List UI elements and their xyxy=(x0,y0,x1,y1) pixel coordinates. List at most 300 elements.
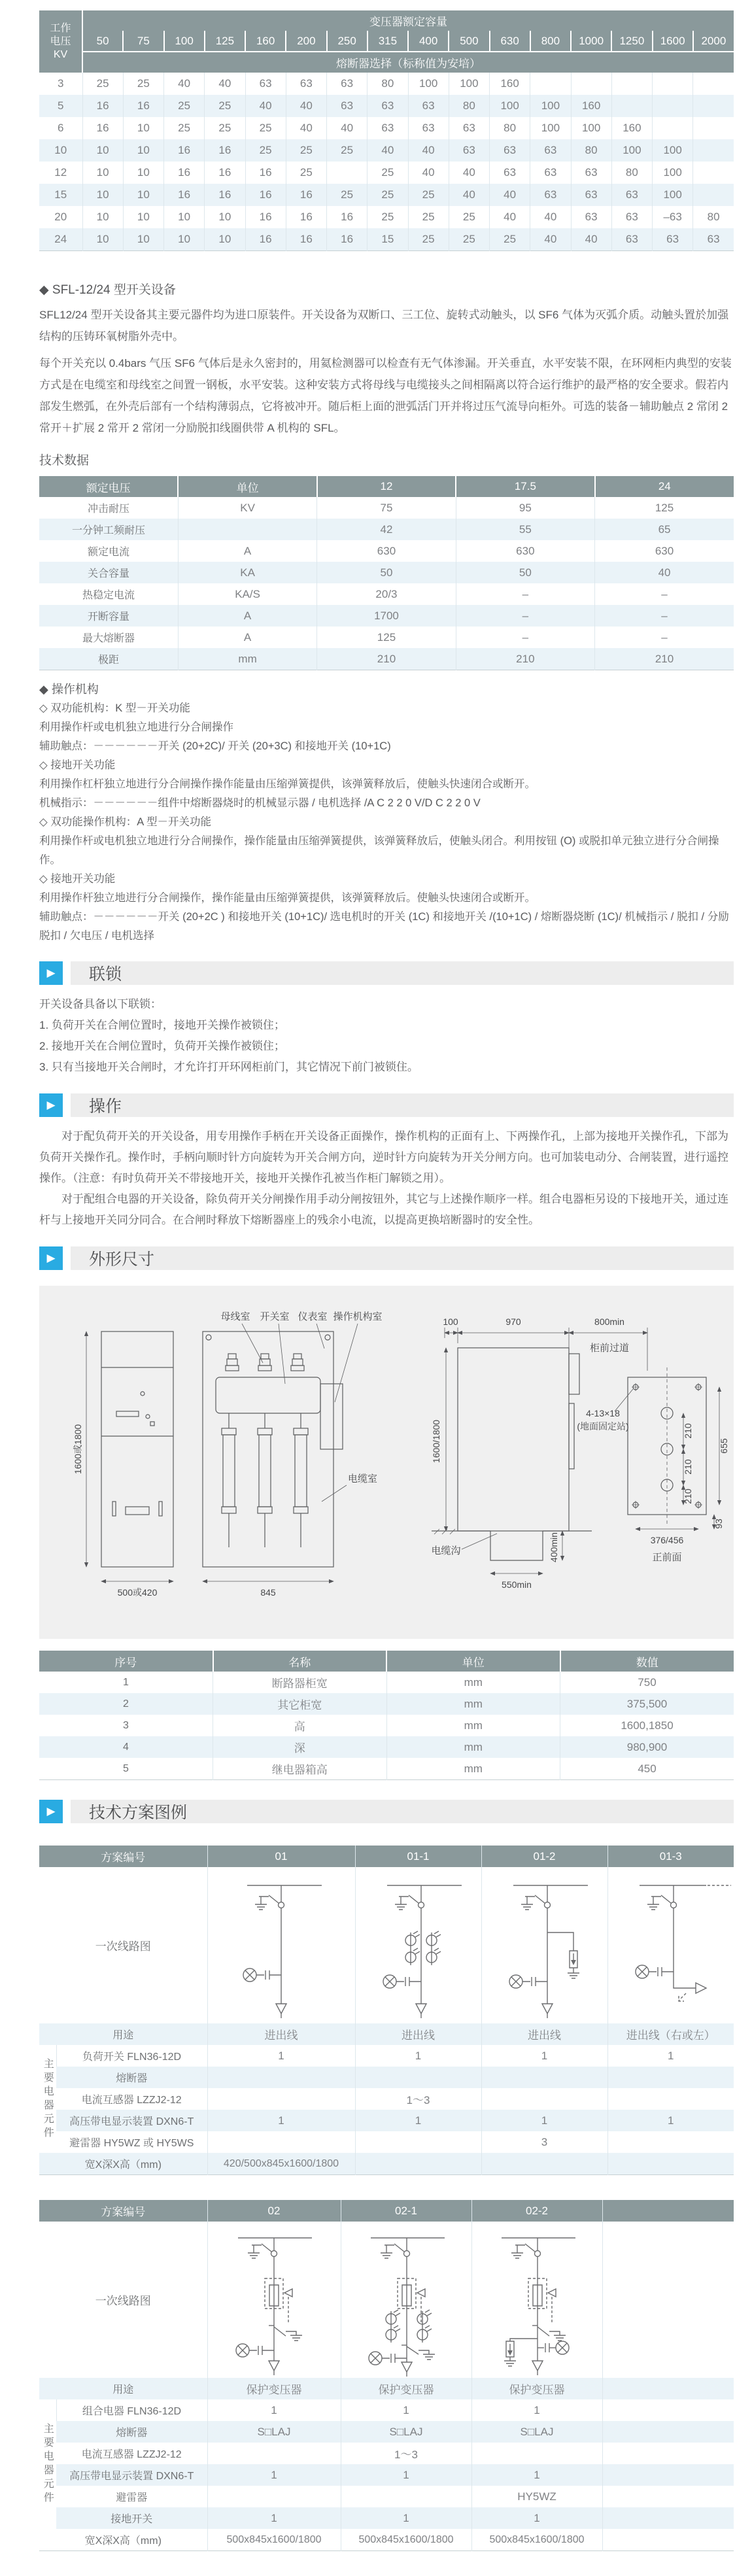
capacity-header: 75 xyxy=(123,31,163,52)
fuse-value-cell: 80 xyxy=(571,139,611,162)
fuse-table-body xyxy=(39,73,734,251)
dimension-drawing xyxy=(39,1286,734,1639)
voltage-cell: 15 xyxy=(54,188,67,201)
dimension-row-label: 4 xyxy=(123,1741,129,1753)
scheme-table-02 xyxy=(39,2200,734,2551)
size-value xyxy=(602,2529,734,2551)
fuse-value-cell: 25 xyxy=(286,162,326,184)
usage-value: 进出线 xyxy=(481,2023,607,2045)
component-group-label: 主要电器元件 xyxy=(42,2057,54,2140)
fuse-value-cell: 100 xyxy=(490,95,530,117)
fuse-value-cell: 80 xyxy=(367,73,408,95)
tech-row-label: 一分钟工频耐压 xyxy=(71,525,145,536)
fuse-value-cell: 63 xyxy=(611,184,652,206)
fuse-row xyxy=(39,139,734,162)
component-value: 1 xyxy=(207,2045,355,2067)
tech-row xyxy=(39,540,734,562)
component-value: 1～3 xyxy=(355,2088,481,2110)
fuse-value-cell: 63 xyxy=(571,162,611,184)
scheme-table-01 xyxy=(39,1846,734,2175)
component-value: 1 xyxy=(481,2110,607,2131)
tech-value-cell: A xyxy=(178,540,316,562)
capacity-header: 2000 xyxy=(693,31,734,52)
fuse-value-cell: 10 xyxy=(164,206,205,228)
mechanism-title: ◆ 操作机构 xyxy=(39,683,99,696)
dimension-value-cell: 高 xyxy=(213,1715,387,1736)
dimension-row xyxy=(39,1693,734,1715)
tech-value-cell: A xyxy=(178,627,316,648)
fuse-value-cell: 40 xyxy=(245,95,286,117)
tech-header: 24 xyxy=(595,476,734,497)
scheme-no-header: 方案编号 xyxy=(39,2200,207,2222)
component-value: S□LAJ xyxy=(207,2421,341,2443)
fuse-value-cell xyxy=(530,73,571,95)
fuse-value-cell: 25 xyxy=(164,95,205,117)
usage-value: 保护变压器 xyxy=(471,2378,602,2399)
mechanism-line: 利用操作杆独立地进行分合闸操作，操作能量由压缩弹簧提供，该弹簧释放后。使触头快速闭合或断开。 xyxy=(39,892,536,904)
mechanism-line: ◇ 双功能机构：K 型－开关功能 xyxy=(39,702,190,714)
size-value: 500x845x1600/1800 xyxy=(207,2529,341,2551)
tech-value-cell: 630 xyxy=(595,540,734,562)
product-title: ◆ SFL-12/24 型开关设备 xyxy=(39,283,176,297)
tech-row-label: 开断容量 xyxy=(87,611,129,623)
fuse-value-cell: 25 xyxy=(245,139,286,162)
dimension-value-cell: mm xyxy=(386,1672,560,1693)
capacity-header: 50 xyxy=(82,31,123,52)
component-value: 1 xyxy=(471,2399,602,2421)
tech-row xyxy=(39,562,734,583)
one-line-diagram-label: 一次线路图 xyxy=(95,1940,151,1953)
fuse-value-cell: 25 xyxy=(408,228,449,251)
usage-value: 保护变压器 xyxy=(341,2378,471,2399)
capacity-header: 500 xyxy=(449,31,489,52)
dimension-table-body xyxy=(39,1672,734,1780)
scheme-col-header: 01 xyxy=(207,1846,355,1867)
fuse-value-cell: 40 xyxy=(530,228,571,251)
fuse-value-cell: 16 xyxy=(164,162,205,184)
tech-value-cell: KA xyxy=(178,562,316,583)
trench-width-dim: 550min xyxy=(502,1579,532,1590)
mechanism-lines xyxy=(39,699,734,946)
dimensions-heading: 外形尺寸 xyxy=(71,1246,734,1270)
component-group-label: 主要电器元件 xyxy=(42,2423,54,2505)
fuse-value-cell: 63 xyxy=(530,162,571,184)
size-value: 420/500x845x1600/1800 xyxy=(207,2153,355,2175)
component-value xyxy=(481,2067,607,2088)
voltage-cell: 5 xyxy=(58,99,64,112)
fuse-value-cell: 63 xyxy=(327,73,367,95)
component-value: 1 xyxy=(471,2507,602,2529)
fuse-value-cell: 10 xyxy=(82,184,123,206)
component-value: 1～3 xyxy=(341,2443,471,2464)
component-row xyxy=(39,2399,734,2421)
fuse-value-cell xyxy=(571,73,611,95)
fuse-value-cell: 16 xyxy=(205,162,245,184)
size-value: 500x845x1600/1800 xyxy=(471,2529,602,2551)
tech-row xyxy=(39,605,734,627)
tech-row-label: 热稳定电流 xyxy=(82,590,135,601)
dimension-value-cell: 375,500 xyxy=(560,1693,734,1715)
capacity-header: 800 xyxy=(530,31,571,52)
voltage-cell: 10 xyxy=(54,144,67,156)
tech-value-cell: 210 xyxy=(456,648,594,670)
component-row xyxy=(39,2421,734,2443)
tech-row-label: 额定电流 xyxy=(87,547,129,558)
component-row xyxy=(39,2507,734,2529)
fuse-value-cell: 16 xyxy=(286,228,326,251)
fuse-value-cell: 100 xyxy=(653,184,693,206)
fuse-value-cell: 10 xyxy=(164,228,205,251)
tech-value-cell: KV xyxy=(178,497,316,519)
fuse-value-cell: 63 xyxy=(611,228,652,251)
fuse-value-cell: 160 xyxy=(611,117,652,139)
component-value: 1 xyxy=(341,2507,471,2529)
tech-row xyxy=(39,583,734,605)
fuse-value-cell: 63 xyxy=(693,228,734,251)
mechanism-block xyxy=(39,679,734,946)
fuse-value-cell: 40 xyxy=(205,73,245,95)
fuse-value-cell: 25 xyxy=(367,184,408,206)
fuse-value-cell: 40 xyxy=(490,184,530,206)
tech-row xyxy=(39,627,734,648)
fuse-value-cell: 16 xyxy=(205,184,245,206)
dimension-value-cell: 继电器箱高 xyxy=(213,1758,387,1780)
fuse-value-cell: 15 xyxy=(367,228,408,251)
side-dim-970: 970 xyxy=(505,1316,521,1327)
fuse-value-cell: 100 xyxy=(408,73,449,95)
fuse-value-cell: 80 xyxy=(449,95,489,117)
fuse-row xyxy=(39,184,734,206)
tech-value-cell: 630 xyxy=(456,540,594,562)
tech-header: 17.5 xyxy=(456,476,594,497)
schemes-heading: 技术方案图例 xyxy=(71,1800,734,1823)
component-label: 电流互感器 LZZJ2-12 xyxy=(81,2095,182,2106)
fuse-choice-header: 熔断器选择（标称值为安培） xyxy=(82,52,734,73)
usage-value: 进出线 xyxy=(355,2023,481,2045)
component-label: 高压带电显示装置 DXN6-T xyxy=(69,2116,194,2127)
fuse-value-cell xyxy=(693,184,734,206)
tech-value-cell: 630 xyxy=(317,540,456,562)
fuse-value-cell: 16 xyxy=(286,206,326,228)
fuse-value-cell xyxy=(653,117,693,139)
fuse-value-cell xyxy=(693,139,734,162)
fuse-value-cell: 25 xyxy=(327,184,367,206)
fuse-value-cell: 25 xyxy=(205,95,245,117)
component-label: 负荷开关 FLN36-12D xyxy=(56,2045,207,2067)
fuse-value-cell: 40 xyxy=(571,228,611,251)
interlock-lines xyxy=(39,994,734,1078)
component-value: 3 xyxy=(481,2131,607,2153)
dimension-table xyxy=(39,1651,734,1780)
fuse-value-cell: 63 xyxy=(490,162,530,184)
fuse-value-cell: 10 xyxy=(123,206,163,228)
mechanism-room-label: 操作机构室 xyxy=(333,1311,383,1322)
section-arrow-icon: ▶ xyxy=(39,961,63,985)
component-label: 组合电器 FLN36-12D xyxy=(56,2399,207,2421)
fuse-row xyxy=(39,73,734,95)
tech-value-cell: 1700 xyxy=(317,605,456,627)
component-value xyxy=(207,2131,355,2153)
fuse-value-cell: 10 xyxy=(82,228,123,251)
fuse-value-cell: 10 xyxy=(123,184,163,206)
tech-header: 额定电压 xyxy=(39,476,178,497)
fuse-value-cell: 25 xyxy=(449,228,489,251)
capacity-header: 1000 xyxy=(571,31,611,52)
dimension-value-cell: 断路器柜宽 xyxy=(213,1672,387,1693)
pole-pitch-dim: 210 xyxy=(683,1488,693,1504)
dim-header: 序号 xyxy=(39,1651,213,1672)
fuse-value-cell: 40 xyxy=(286,117,326,139)
scheme-col-header: 01-3 xyxy=(607,1846,734,1867)
section-arrow-icon: ▶ xyxy=(39,1800,63,1823)
fuse-value-cell xyxy=(693,95,734,117)
tech-value-cell: – xyxy=(595,583,734,605)
operation-heading: 操作 xyxy=(71,1093,734,1117)
mounting-holes-label: 4-13×18 xyxy=(586,1408,620,1418)
fuse-value-cell: 10 xyxy=(123,117,163,139)
component-label: 避雷器 xyxy=(116,2492,148,2503)
fuse-value-cell: 100 xyxy=(449,73,489,95)
one-line-diagram xyxy=(482,1867,607,2023)
fuse-row xyxy=(39,228,734,251)
capacity-header: 315 xyxy=(367,31,408,52)
fuse-value-cell: 40 xyxy=(449,162,489,184)
fuse-value-cell: 10 xyxy=(123,162,163,184)
cable-room-label: 电缆室 xyxy=(348,1473,378,1485)
component-value: 1 xyxy=(341,2399,471,2421)
fuse-value-cell: 10 xyxy=(82,206,123,228)
one-line-diagram xyxy=(472,2222,602,2378)
fuse-value-cell: 63 xyxy=(245,73,286,95)
component-label: 高压带电显示装置 DXN6-T xyxy=(69,2471,194,2482)
fuse-value-cell xyxy=(693,117,734,139)
fuse-value-cell xyxy=(693,73,734,95)
fuse-value-cell: 16 xyxy=(245,206,286,228)
fuse-value-cell: 16 xyxy=(327,228,367,251)
component-value: S□LAJ xyxy=(471,2421,602,2443)
fuse-value-cell xyxy=(653,95,693,117)
component-row xyxy=(39,2464,734,2486)
component-value xyxy=(602,2421,734,2443)
component-value xyxy=(602,2464,734,2486)
fuse-value-cell: 160 xyxy=(571,95,611,117)
component-value: 1 xyxy=(355,2045,481,2067)
dimension-row-label: 1 xyxy=(123,1676,129,1688)
tech-data-table xyxy=(39,476,734,670)
fuse-value-cell: 63 xyxy=(408,117,449,139)
dim-header: 名称 xyxy=(213,1651,387,1672)
component-value xyxy=(207,2443,341,2464)
fuse-row xyxy=(39,206,734,228)
size-value xyxy=(607,2153,734,2175)
component-value: 1 xyxy=(607,2110,734,2131)
component-row xyxy=(39,2067,734,2088)
size-label: 宽X深X高（mm) xyxy=(84,2535,162,2547)
dim-header: 数值 xyxy=(560,1651,734,1672)
one-line-diagram xyxy=(208,2222,341,2378)
fuse-value-cell: 100 xyxy=(653,162,693,184)
tech-value-cell: 210 xyxy=(317,648,456,670)
fuse-value-cell: 10 xyxy=(123,139,163,162)
fuse-value-cell: 25 xyxy=(408,184,449,206)
component-value: 1 xyxy=(481,2045,607,2067)
size-value xyxy=(355,2153,481,2175)
fuse-value-cell: 40 xyxy=(408,139,449,162)
base-width-dim: 376/456 xyxy=(650,1535,684,1545)
tech-value-cell: 75 xyxy=(317,497,456,519)
size-value: 500x845x1600/1800 xyxy=(341,2529,471,2551)
fuse-value-cell: 63 xyxy=(611,206,652,228)
meter-room-label: 仪表室 xyxy=(298,1311,328,1322)
usage-value: 保护变压器 xyxy=(207,2378,341,2399)
tech-value-cell: 50 xyxy=(456,562,594,583)
fuse-value-cell: 10 xyxy=(82,162,123,184)
fuse-value-cell: 100 xyxy=(611,139,652,162)
section-width-dim: 845 xyxy=(260,1587,276,1598)
fuse-value-cell xyxy=(611,95,652,117)
component-label: 电流互感器 LZZJ2-12 xyxy=(81,2449,182,2460)
fuse-value-cell xyxy=(611,73,652,95)
fuse-value-cell: 25 xyxy=(123,73,163,95)
capacity-header: 125 xyxy=(205,31,245,52)
fuse-value-cell: 63 xyxy=(490,139,530,162)
scheme-col-header xyxy=(602,2200,734,2222)
usage-label: 用途 xyxy=(112,2384,134,2396)
dimension-value-cell: 其它柜宽 xyxy=(213,1693,387,1715)
fuse-value-cell: 160 xyxy=(490,73,530,95)
component-value xyxy=(607,2067,734,2088)
component-row xyxy=(39,2110,734,2131)
fuse-value-cell: 63 xyxy=(449,117,489,139)
tech-value-cell xyxy=(178,519,316,540)
fuse-value-cell: 16 xyxy=(245,162,286,184)
trench-depth-dim: 400min xyxy=(549,1532,559,1562)
fuse-value-cell: 63 xyxy=(408,95,449,117)
one-line-diagram xyxy=(608,1867,734,2023)
fuse-value-cell: 63 xyxy=(571,184,611,206)
fuse-value-cell: 40 xyxy=(490,206,530,228)
component-value xyxy=(355,2067,481,2088)
one-line-diagram-label: 一次线路图 xyxy=(95,2295,151,2307)
mechanism-line: 利用操作杆或电机独立地进行分合闸操作，操作能量由压缩弹簧提供，该弹簧释放后，使触头闭合。利用按钮 (O) 或脱扣单元独立进行分合闸操作。 xyxy=(39,835,719,866)
dimension-value-cell: 980,900 xyxy=(560,1736,734,1758)
component-value: 1 xyxy=(207,2399,341,2421)
component-row xyxy=(39,2088,734,2110)
section-operation xyxy=(39,1093,734,1117)
component-value xyxy=(207,2067,355,2088)
tech-value-cell: mm xyxy=(178,648,316,670)
tech-value-cell: 50 xyxy=(317,562,456,583)
empty-diagram-cell xyxy=(602,2222,734,2378)
fuse-value-cell: 63 xyxy=(530,139,571,162)
component-value: 1 xyxy=(355,2110,481,2131)
component-row xyxy=(39,2045,734,2067)
fuse-value-cell: –63 xyxy=(653,206,693,228)
component-row xyxy=(39,2131,734,2153)
fuse-value-cell: 63 xyxy=(327,95,367,117)
fuse-value-cell: 25 xyxy=(367,162,408,184)
fuse-value-cell xyxy=(693,162,734,184)
tech-value-cell: 125 xyxy=(595,497,734,519)
fuse-value-cell: 10 xyxy=(205,228,245,251)
fuse-value-cell: 80 xyxy=(490,117,530,139)
component-value: 1 xyxy=(607,2045,734,2067)
operation-paragraph-2: 对于配组合电器的开关设备，除负荷开关分闸操作用手动分闸按钮外，其它与上述操作顺序一样。组合电器柜另设的下接地开关，通过连杆与上接地开关同分同合。在合闸时释放下熔断器座上的残余小电流，以提高更换培断器时的安全性。 xyxy=(39,1193,728,1226)
fuse-value-cell: 40 xyxy=(164,73,205,95)
usage-value: 进出线（右或左） xyxy=(607,2023,734,2045)
component-value xyxy=(341,2486,471,2507)
component-label: 接地开关 xyxy=(111,2514,153,2525)
tech-row xyxy=(39,519,734,540)
front-face-caption: 正前面 xyxy=(652,1552,682,1563)
transformer-capacity-header: 变压器额定容量 xyxy=(82,10,734,31)
fuse-value-cell: 63 xyxy=(367,117,408,139)
scheme2-components xyxy=(39,2399,734,2529)
fuse-value-cell: 100 xyxy=(653,139,693,162)
mounting-holes-sublabel: (地面固定站) xyxy=(577,1421,629,1432)
one-line-diagram xyxy=(341,2222,471,2378)
voltage-cell: 20 xyxy=(54,211,67,223)
voltage-cell: 24 xyxy=(54,233,67,245)
fuse-value-cell: 25 xyxy=(82,73,123,95)
pole-pitch-dim: 210 xyxy=(683,1459,693,1475)
intro-paragraph-2: 每个开关充以 0.4bars 气压 SF6 气体后是永久密封的，用氦检测器可以检查有无气体渗漏。开关垂直，水平安装不限，在环网柜内典型的安装方式是在电缆室和母线室之间置一钢板，水平安装。这种安装方式将母线与电缆接头之间相隔离以符合运行维护的最严格的安全要求。假若内部发生燃弧，在外壳后部有一个结构薄弱点，它将被冲开。随后柜上面的泄弧活门开并将过压气流导向柜外。可选的装备－辅助触点 2 常闭 2 常开＋扩展 2 常开 2 常闭一分励脱扣线圈供带 A 机构的 SFL。 xyxy=(39,357,732,434)
scheme-col-header: 02 xyxy=(207,2200,341,2222)
tech-value-cell: – xyxy=(456,583,594,605)
interlock-line: 3. 只有当接地开关合闸时，才允许打开环网柜前门，其它情况下前门被锁住。 xyxy=(39,1061,419,1073)
mechanism-line: 辅助触点：－－－－－－开关 (20+2C ) 和接地开关 (10+1C)/ 选电机时的开关 (1C) 和接地开关 /(10+1C) / 熔断器烧断 (1C)/ 机械指示 / 脱扣 / 分励脱扣 / 欠电压 / 电机选择 xyxy=(39,911,729,942)
capacity-header: 250 xyxy=(327,31,367,52)
fuse-value-cell xyxy=(327,162,367,184)
dimension-value-cell: mm xyxy=(386,1736,560,1758)
fuse-value-cell: 40 xyxy=(367,139,408,162)
capacity-header: 400 xyxy=(408,31,449,52)
tech-row xyxy=(39,648,734,670)
scheme-col-header: 01-2 xyxy=(481,1846,607,1867)
dimension-value-cell: mm xyxy=(386,1758,560,1780)
usage-value xyxy=(602,2378,734,2399)
component-value xyxy=(481,2088,607,2110)
fuse-value-cell: 100 xyxy=(530,95,571,117)
fuse-value-cell: 80 xyxy=(611,162,652,184)
tech-value-cell: – xyxy=(595,605,734,627)
tech-value-cell: – xyxy=(595,627,734,648)
fuse-value-cell: 10 xyxy=(82,139,123,162)
fuse-value-cell: 40 xyxy=(449,184,489,206)
voltage-cell: 6 xyxy=(58,122,64,134)
fuse-value-cell: 25 xyxy=(245,117,286,139)
dimension-row-label: 3 xyxy=(123,1719,129,1731)
operation-paragraph-1: 对于配负荷开关的开关设备，用专用操作手柄在开关设备正面操作，操作机构的正面有上、下两操作孔，上部为接地开关操作孔，下部为负荷开关操作孔。操作时，手柄向顺时针方向旋转为开关合闸方向，逆时针方向旋转为开关分闸方向。也可加装电动分、合闸装置，进行遥控操作。（注意：有时负荷开关不带接地开关，接地开关操作孔被当作柜门解锁之用）。 xyxy=(39,1130,728,1184)
tech-value-cell: 42 xyxy=(317,519,456,540)
interlock-line: 1. 负荷开关在合闸位置时，接地开关操作被锁住； xyxy=(39,1019,285,1031)
fuse-row xyxy=(39,117,734,139)
dim-header: 单位 xyxy=(386,1651,560,1672)
component-value xyxy=(602,2507,734,2529)
scheme-col-header: 02-2 xyxy=(471,2200,602,2222)
component-value xyxy=(602,2443,734,2464)
tech-value-cell: 40 xyxy=(595,562,734,583)
side-dim-100: 100 xyxy=(443,1316,458,1327)
dimension-value-cell: 450 xyxy=(560,1758,734,1780)
fuse-value-cell: 16 xyxy=(245,228,286,251)
one-line-diagram xyxy=(208,1867,355,2023)
tech-value-cell: 125 xyxy=(317,627,456,648)
height-655-dim: 655 xyxy=(719,1438,729,1454)
component-value xyxy=(207,2088,355,2110)
working-voltage-header: 工作电压KV xyxy=(39,10,82,73)
capacity-header-row xyxy=(39,31,734,52)
